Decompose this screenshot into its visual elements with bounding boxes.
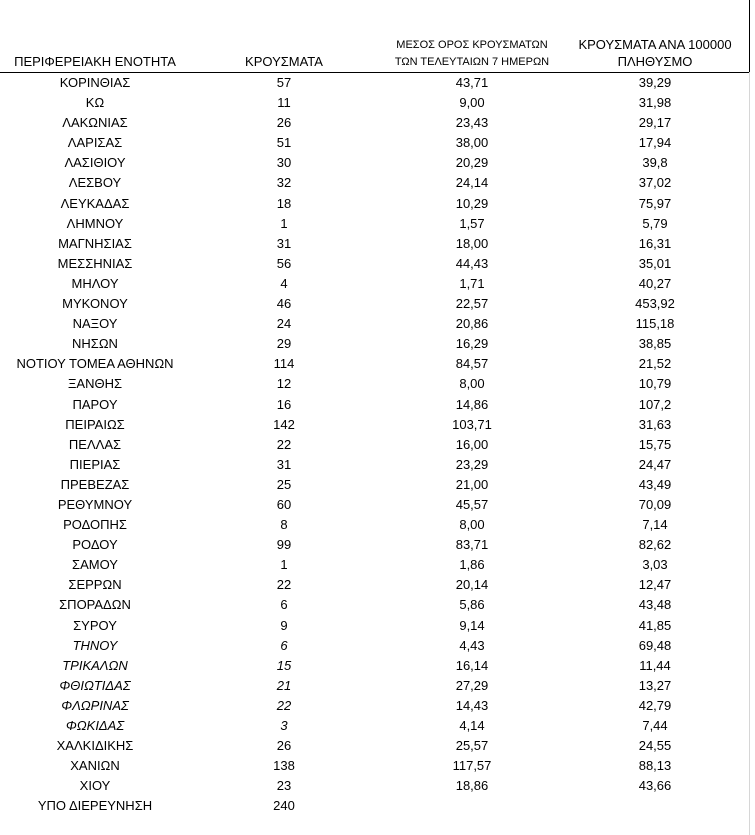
cell-7day-average: 1,86 (459, 557, 485, 573)
cell-cases: 30 (276, 155, 292, 171)
cell-7day-average: 18,00 (455, 235, 489, 251)
table-row (0, 415, 750, 435)
cell-per-100k: 37,02 (638, 175, 672, 191)
header-cases-per-100k-line1: ΚΡΟΥΣΜΑΤΑ ΑΝΑ 100000 (578, 37, 732, 52)
cell-7day-average: 14,86 (455, 396, 489, 412)
cell-cases: 51 (276, 135, 292, 151)
cell-region: ΥΠΟ ΔΙΕΡΕΥΝΗΣΗ (37, 798, 153, 814)
cell-7day-average: 18,86 (455, 778, 489, 794)
table-row (0, 796, 750, 816)
table-row (0, 495, 750, 515)
cell-region: ΚΟΡΙΝΘΙΑΣ (59, 75, 131, 90)
cell-cases: 46 (276, 296, 292, 312)
cell-7day-average: 25,57 (455, 738, 489, 754)
cell-region: ΠΙΕΡΙΑΣ (69, 456, 121, 472)
cell-region: ΛΑΣΙΘΙΟΥ (64, 155, 126, 171)
header-7day-average-line1: ΜΕΣΟΣ ΟΡΟΣ ΚΡΟΥΣΜΑΤΩΝ (396, 39, 548, 51)
cell-cases: 56 (276, 255, 292, 271)
cell-region: ΛΗΜΝΟΥ (66, 215, 124, 231)
cell-cases: 240 (273, 798, 295, 814)
cell-cases: 99 (276, 537, 292, 553)
cell-per-100k: 3,03 (642, 557, 668, 573)
cell-region: ΡΟΔΟΥ (72, 537, 118, 553)
cell-7day-average: 83,71 (455, 537, 489, 553)
cell-region: ΝΟΤΙΟΥ ΤΟΜΕΑ ΑΘΗΝΩΝ (16, 356, 174, 372)
cell-per-100k: 42,79 (638, 697, 672, 713)
cell-cases: 26 (276, 738, 292, 754)
cell-region: ΜΗΛΟΥ (71, 275, 119, 291)
header-cases-per-100k-line2: ΠΛΗΘΥΣΜΟ (617, 54, 693, 69)
cell-cases: 21 (276, 677, 292, 693)
cell-7day-average: 22,57 (455, 296, 489, 312)
cell-7day-average: 8,00 (459, 517, 485, 533)
table-row (0, 515, 750, 535)
cell-per-100k: 453,92 (635, 296, 675, 312)
cell-7day-average: 44,43 (455, 255, 489, 271)
cell-cases: 31 (276, 235, 292, 251)
cell-cases: 25 (276, 476, 292, 492)
cell-region: ΜΥΚΟΝΟΥ (62, 296, 128, 312)
header-cases-per-100k (560, 36, 750, 70)
cell-per-100k: 16,31 (638, 235, 672, 251)
cell-per-100k: 69,48 (638, 637, 672, 653)
cell-7day-average: 16,29 (455, 336, 489, 352)
cell-region: ΣΑΜΟΥ (72, 557, 118, 573)
table-row (0, 173, 750, 193)
table-row (0, 254, 750, 274)
cell-region: ΠΑΡΟΥ (72, 396, 118, 412)
cell-per-100k: 7,44 (642, 718, 668, 733)
table-row (0, 776, 750, 796)
cell-7day-average: 16,14 (455, 657, 489, 673)
cell-region: ΤΡΙΚΑΛΩΝ (62, 657, 128, 673)
cell-7day-average: 38,00 (455, 135, 489, 151)
cell-cases: 60 (276, 496, 292, 512)
cell-7day-average: 21,00 (455, 476, 489, 492)
table-row (0, 756, 750, 776)
cell-cases: 22 (276, 577, 292, 593)
table-row (0, 736, 750, 756)
cell-7day-average: 4,43 (459, 637, 485, 653)
cell-cases: 12 (276, 376, 292, 392)
cell-per-100k: 31,63 (638, 416, 672, 432)
cell-per-100k: 107,2 (638, 396, 672, 412)
cell-region: ΧΑΛΚΙΔΙΚΗΣ (56, 738, 134, 754)
cell-7day-average: 27,29 (455, 677, 489, 693)
table-row (0, 194, 750, 214)
cell-region: ΠΕΙΡΑΙΩΣ (65, 416, 125, 432)
cell-region: ΦΩΚΙΔΑΣ (65, 718, 125, 733)
table-row (0, 555, 750, 575)
table-row (0, 475, 750, 495)
cell-per-100k: 24,47 (638, 456, 672, 472)
cell-per-100k: 70,09 (638, 496, 672, 512)
table-row (0, 354, 750, 374)
cell-cases: 22 (276, 436, 292, 452)
cell-per-100k: 82,62 (638, 537, 672, 553)
cell-region: ΜΑΓΝΗΣΙΑΣ (58, 235, 132, 251)
cell-7day-average: 103,71 (452, 416, 492, 432)
cell-7day-average: 23,43 (455, 115, 489, 131)
cell-region: ΠΕΛΛΑΣ (68, 436, 122, 452)
cell-per-100k: 13,27 (638, 677, 672, 693)
cell-region: ΜΕΣΣΗΝΙΑΣ (57, 255, 133, 271)
table-row (0, 73, 750, 93)
cell-region: ΛΕΣΒΟΥ (68, 175, 122, 191)
cell-cases: 114 (273, 356, 295, 372)
table-row (0, 595, 750, 615)
cell-7day-average: 20,29 (455, 155, 489, 171)
cell-7day-average: 16,00 (455, 436, 489, 452)
cell-7day-average: 9,14 (459, 617, 485, 633)
table-body (0, 73, 750, 816)
cell-per-100k: 35,01 (638, 255, 672, 271)
cell-7day-average: 10,29 (455, 195, 489, 211)
cell-7day-average: 1,57 (459, 215, 485, 231)
cell-7day-average: 5,86 (459, 597, 485, 613)
table-row (0, 395, 750, 415)
cell-cases: 1 (280, 557, 288, 573)
cell-per-100k: 38,85 (638, 336, 672, 352)
cell-cases: 6 (280, 597, 288, 613)
cell-cases: 57 (276, 75, 292, 90)
table-row (0, 575, 750, 595)
cell-region: ΧΙΟΥ (79, 778, 111, 794)
cell-region: ΝΑΞΟΥ (72, 316, 118, 332)
table-row (0, 113, 750, 133)
header-7day-average-line2: ΤΩΝ ΤΕΛΕΥΤΑΙΩΝ 7 ΗΜΕΡΩΝ (394, 56, 550, 68)
table-row (0, 214, 750, 234)
cell-region: ΝΗΣΩΝ (72, 336, 118, 352)
table-row (0, 294, 750, 314)
cell-per-100k: 43,48 (638, 597, 672, 613)
cell-region: ΣΠΟΡΑΔΩΝ (59, 597, 131, 613)
cell-per-100k: 43,49 (638, 476, 672, 492)
cell-per-100k: 17,94 (638, 135, 672, 151)
cell-region: ΡΟΔΟΠΗΣ (63, 517, 127, 533)
cell-region: ΤΗΝΟΥ (72, 637, 118, 653)
cell-cases: 1 (280, 215, 288, 231)
cell-7day-average: 117,57 (452, 758, 492, 774)
cell-7day-average: 9,00 (459, 95, 485, 111)
table-row (0, 455, 750, 475)
cell-per-100k: 7,14 (642, 517, 668, 533)
cell-per-100k: 40,27 (638, 275, 672, 291)
table-row (0, 656, 750, 676)
cell-per-100k: 88,13 (638, 758, 672, 774)
table-row (0, 616, 750, 636)
cell-per-100k: 39,8 (642, 155, 668, 171)
cell-region: ΣΥΡΟΥ (73, 617, 117, 633)
table-row (0, 696, 750, 716)
cell-cases: 8 (280, 517, 288, 533)
cell-7day-average: 4,14 (459, 718, 485, 733)
table-row (0, 153, 750, 173)
cell-per-100k: 29,17 (638, 115, 672, 131)
cell-cases: 22 (276, 697, 292, 713)
cell-region: ΠΡΕΒΕΖΑΣ (60, 476, 130, 492)
cell-per-100k: 11,44 (639, 657, 671, 673)
table-row (0, 334, 750, 354)
cell-cases: 26 (276, 115, 292, 131)
cell-cases: 9 (280, 617, 288, 633)
cell-7day-average: 43,71 (455, 75, 489, 90)
cell-7day-average: 8,00 (459, 376, 485, 392)
table-row (0, 636, 750, 656)
table-row (0, 274, 750, 294)
table-row (0, 535, 750, 555)
cell-7day-average: 20,86 (455, 316, 489, 332)
cell-region: ΛΑΚΩΝΙΑΣ (62, 115, 128, 131)
cell-cases: 31 (276, 456, 292, 472)
cell-cases: 29 (276, 336, 292, 352)
cell-region: ΧΑΝΙΩΝ (70, 758, 120, 774)
table-row (0, 314, 750, 334)
cell-cases: 23 (276, 778, 292, 794)
cell-7day-average: 45,57 (455, 496, 489, 512)
header-region: ΠΕΡΙΦΕΡΕΙΑΚΗ ΕΝΟΤΗΤΑ (14, 54, 176, 69)
cell-per-100k: 75,97 (638, 195, 672, 211)
cell-per-100k: 12,47 (638, 577, 672, 593)
cell-region: ΞΑΝΘΗΣ (67, 376, 123, 392)
cell-cases: 142 (273, 416, 295, 432)
cell-per-100k: 43,66 (638, 778, 672, 794)
cell-per-100k: 41,85 (638, 617, 672, 633)
cell-per-100k: 39,29 (638, 75, 672, 90)
cell-7day-average: 84,57 (455, 356, 489, 372)
cell-region: ΡΕΘΥΜΝΟΥ (57, 496, 133, 512)
cell-region: ΛΕΥΚΑΔΑΣ (60, 195, 130, 211)
cell-per-100k: 15,75 (638, 436, 672, 452)
cell-cases: 15 (276, 657, 292, 673)
cell-cases: 18 (276, 195, 292, 211)
cell-region: ΣΕΡΡΩΝ (68, 577, 122, 593)
header-7day-average (372, 37, 572, 71)
table-row (0, 93, 750, 113)
cell-cases: 32 (276, 175, 292, 191)
table-row (0, 716, 750, 736)
cell-7day-average: 24,14 (455, 175, 489, 191)
cell-region: ΦΛΩΡΙΝΑΣ (61, 697, 129, 713)
table-row (0, 676, 750, 696)
cell-region: ΦΘΙΩΤΙΔΑΣ (59, 677, 131, 693)
table-row (0, 234, 750, 254)
table-row (0, 374, 750, 394)
cell-7day-average: 1,71 (459, 275, 485, 291)
cell-7day-average: 14,43 (455, 697, 489, 713)
cell-7day-average: 20,14 (455, 577, 489, 593)
header-cases: ΚΡΟΥΣΜΑΤΑ (245, 54, 323, 69)
cell-per-100k: 24,55 (638, 738, 672, 754)
cell-per-100k: 115,18 (635, 316, 675, 332)
cell-cases: 138 (273, 758, 295, 774)
table-right-border (749, 0, 750, 72)
table-row (0, 435, 750, 455)
cell-per-100k: 31,98 (638, 95, 672, 111)
table-row (0, 133, 750, 153)
cell-region: ΛΑΡΙΣΑΣ (67, 135, 123, 151)
cell-per-100k: 21,52 (638, 356, 672, 372)
cell-cases: 16 (276, 396, 292, 412)
cell-7day-average: 23,29 (455, 456, 489, 472)
cell-cases: 3 (280, 718, 288, 733)
cell-cases: 4 (280, 275, 288, 291)
cell-per-100k: 10,79 (638, 376, 672, 392)
cell-cases: 6 (280, 637, 288, 653)
cell-cases: 11 (277, 95, 291, 111)
cell-cases: 24 (276, 316, 292, 332)
cell-per-100k: 5,79 (642, 215, 668, 231)
cell-region: ΚΩ (85, 95, 105, 111)
